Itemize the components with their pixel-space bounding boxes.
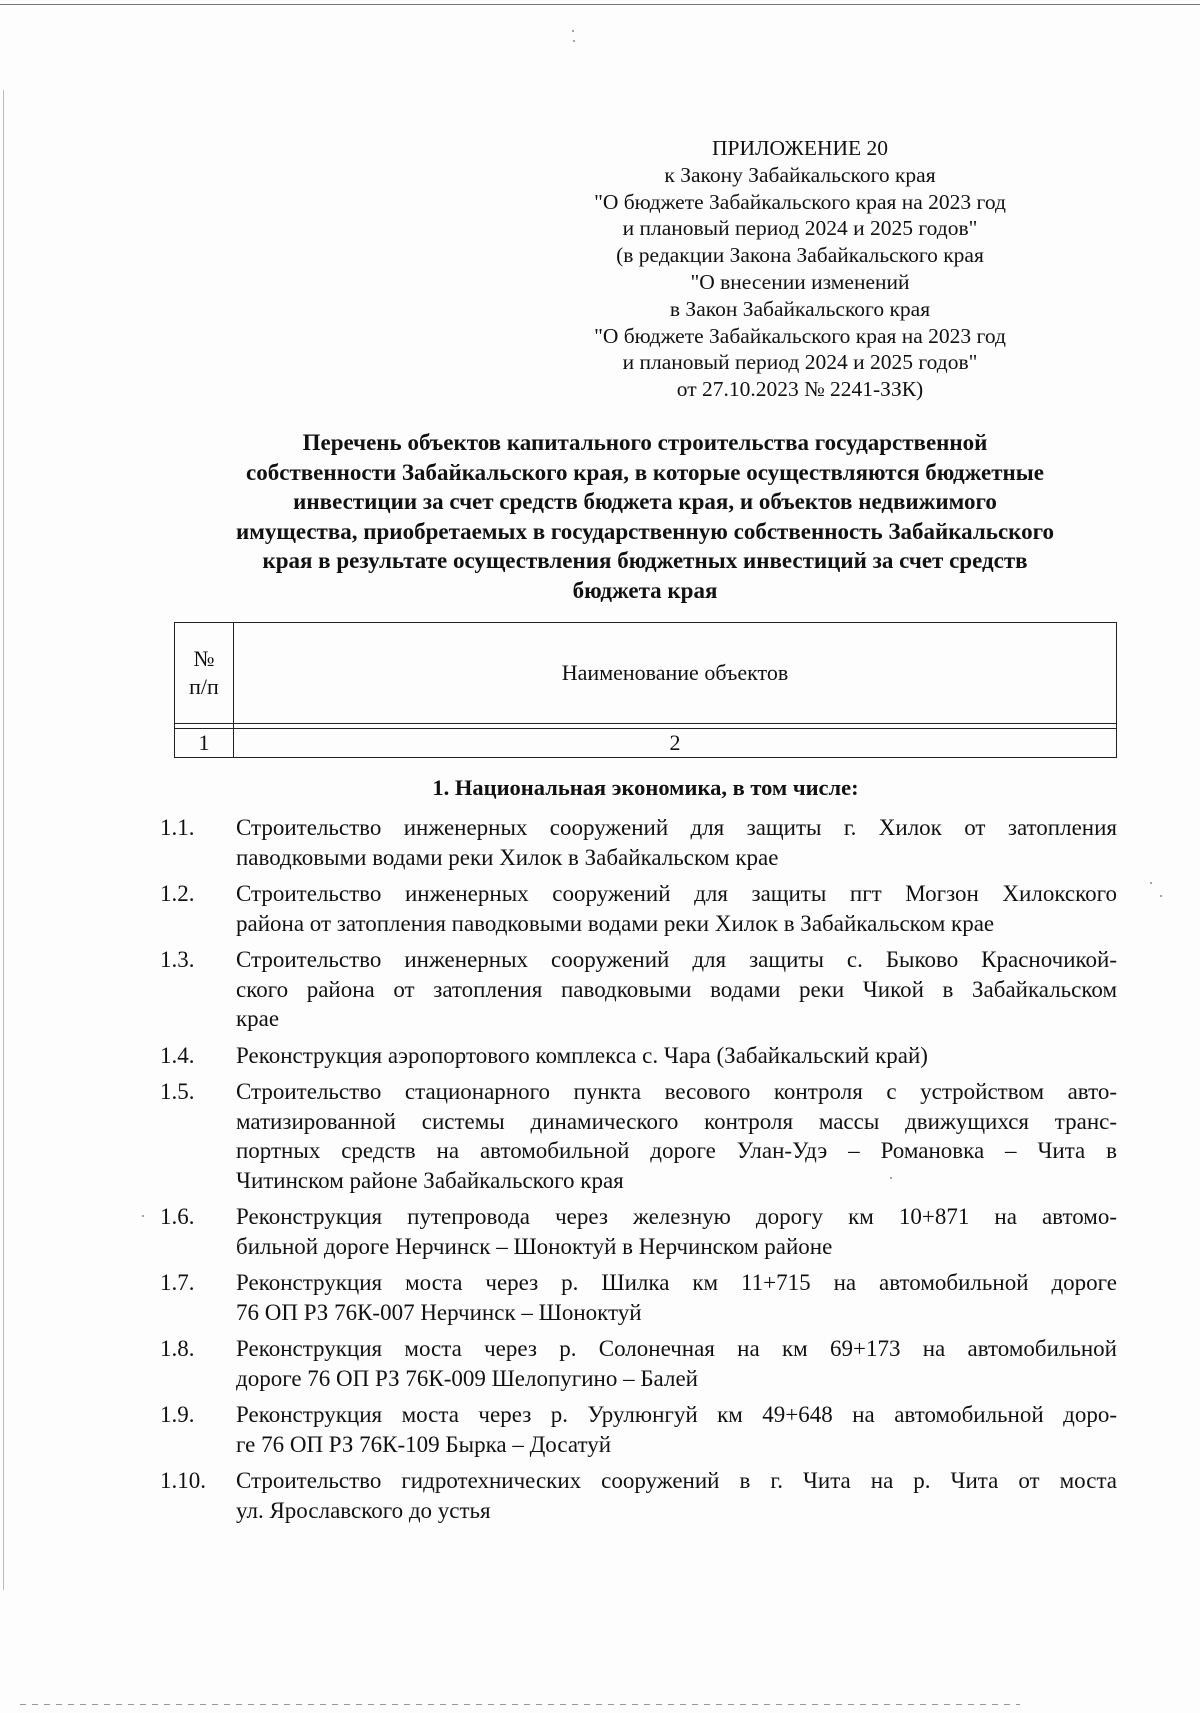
item-line: ского района от затопления паводковыми водами реки Чикой в Забайкальском xyxy=(236,976,1117,1002)
appendix-line: (в редакции Закона Забайкальского края xyxy=(616,243,984,268)
item-text xyxy=(236,1077,1117,1195)
item-line: Строительство гидротехнических сооружений в г. Чита на р. Чита от моста xyxy=(236,1468,1117,1493)
item-text xyxy=(236,879,1117,938)
item-number: 1.10. xyxy=(160,1468,206,1493)
column-header-number-line2: п/п xyxy=(189,674,219,699)
objects-header-table xyxy=(174,622,1117,758)
column-number-2: 2 xyxy=(234,729,1117,758)
item-line: ул. Ярославского до устья xyxy=(236,1497,491,1523)
appendix-line: к Закону Забайкальского края xyxy=(664,162,936,187)
item-line: Строительство инженерных сооружений для защиты г. Хилок от затопления xyxy=(236,815,1117,840)
item-line: портных средств на автомобильной дороге Улан-Удэ – Романовка – Чита в xyxy=(236,1138,1117,1163)
item-line: Строительство инженерных сооружений для защиты пгт Могзон Хилокского xyxy=(236,881,1117,906)
item-text xyxy=(236,813,1117,872)
list-item xyxy=(160,1202,1117,1261)
item-number: 1.7. xyxy=(160,1270,195,1295)
document-title xyxy=(170,428,1120,605)
item-line: Строительство стационарного пункта весового контроля с устройством авто- xyxy=(236,1079,1117,1104)
item-number: 1.6. xyxy=(160,1204,195,1229)
item-line: Реконструкция моста через р. Урулюнгуй км 49+648 на автомобильной доро- xyxy=(236,1402,1117,1427)
list-item xyxy=(160,1077,1117,1195)
appendix-line: и плановый период 2024 и 2025 годов" xyxy=(622,350,978,375)
section-heading: 1. Национальная экономика, в том числе: xyxy=(432,775,859,800)
list-item xyxy=(160,813,1117,872)
item-line: бильной дороге Нерчинск – Шоноктуй в Нерчинском районе xyxy=(236,1233,833,1259)
scan-speck xyxy=(142,1215,144,1217)
item-line: паводковыми водами реки Хилок в Забайкальском крае xyxy=(236,844,779,870)
item-line: Строительство инженерных сооружений для защиты с. Быково Красночикой- xyxy=(236,947,1117,972)
objects-list xyxy=(160,813,1117,1532)
item-line: дороге 76 ОП РЗ 76К-009 Шелопугино – Балей xyxy=(236,1365,698,1391)
item-line: Читинском районе Забайкальского края xyxy=(236,1167,624,1193)
title-line: Перечень объектов капитального строительства государственной xyxy=(302,430,988,455)
scan-border-bottom xyxy=(20,1704,1020,1705)
appendix-line: "О бюджете Забайкальского края на 2023 год xyxy=(594,189,1006,214)
column-header-number-line1: № xyxy=(193,646,215,671)
scan-speck xyxy=(572,30,574,32)
item-number: 1.1. xyxy=(160,815,195,840)
table-header-row xyxy=(175,623,1117,724)
appendix-line: "О внесении изменений xyxy=(690,269,910,294)
column-header-number xyxy=(175,623,234,724)
item-number: 1.5. xyxy=(160,1079,195,1104)
title-line: края в результате осуществления бюджетных инвестиций за счет средств xyxy=(262,548,1028,573)
item-number: 1.4. xyxy=(160,1042,195,1068)
title-line: инвестиции за счет средств бюджета края, и объектов недвижимого xyxy=(293,489,997,514)
appendix-line: ПРИЛОЖЕНИЕ 20 xyxy=(711,136,889,160)
title-line: собственности Забайкальского края, в которые осуществляются бюджетные xyxy=(246,459,1044,485)
item-text xyxy=(236,1334,1117,1393)
item-line: Реконструкция моста через р. Шилка км 11+715 на автомобильной дороге xyxy=(236,1270,1117,1295)
list-item xyxy=(160,1268,1117,1327)
scan-speck xyxy=(1150,882,1152,884)
list-item xyxy=(160,945,1117,1034)
item-line: Реконструкция аэропортового комплекса с. Чара (Забайкальский край) xyxy=(236,1042,928,1068)
scan-border-top xyxy=(0,4,1200,5)
list-item xyxy=(160,1400,1117,1459)
item-text xyxy=(236,1041,1117,1071)
item-text xyxy=(236,1400,1117,1459)
list-item xyxy=(160,1041,1117,1071)
appendix-line: и плановый период 2024 и 2025 годов" xyxy=(622,216,978,241)
item-text xyxy=(236,945,1117,1034)
appendix-line: "О бюджете Забайкальского края на 2023 год xyxy=(594,323,1006,348)
item-number: 1.9. xyxy=(160,1402,195,1427)
table-number-row xyxy=(175,729,1117,758)
item-number: 1.8. xyxy=(160,1336,195,1361)
item-number: 1.3. xyxy=(160,947,195,972)
item-text xyxy=(236,1466,1117,1525)
item-line: матизированной системы динамического контроля массы движущихся транс- xyxy=(236,1108,1117,1134)
item-text xyxy=(236,1202,1117,1261)
item-text xyxy=(236,1268,1117,1327)
list-item xyxy=(160,879,1117,938)
scan-speck xyxy=(573,40,575,42)
item-line: ге 76 ОП РЗ 76К-109 Бырка – Досатуй xyxy=(236,1431,612,1457)
column-number-1: 1 xyxy=(175,729,234,758)
item-line: Реконструкция путепровода через железную дорогу км 10+871 на автомо- xyxy=(236,1204,1117,1229)
appendix-header xyxy=(530,135,1070,403)
item-line: 76 ОП РЗ 76К-007 Нерчинск – Шоноктуй xyxy=(236,1299,642,1325)
list-item xyxy=(160,1334,1117,1393)
column-header-name: Наименование объектов xyxy=(234,623,1117,724)
item-line: района от затопления паводковыми водами реки Хилок в Забайкальском крае xyxy=(236,910,995,936)
item-line: Реконструкция моста через р. Солонечная на км 69+173 на автомобильной xyxy=(236,1336,1117,1361)
list-item xyxy=(160,1466,1117,1525)
title-line: имущества, приобретаемых в государственную собственность Забайкальского xyxy=(236,518,1054,544)
title-line: бюджета края xyxy=(572,577,718,603)
scan-border-left xyxy=(3,90,4,1590)
item-number: 1.2. xyxy=(160,881,195,906)
appendix-line: от 27.10.2023 № 2241-ЗЗК) xyxy=(676,377,924,402)
scan-speck xyxy=(1160,895,1162,897)
item-line: крае xyxy=(236,1006,280,1031)
appendix-line: в Закон Забайкальского края xyxy=(669,296,931,321)
